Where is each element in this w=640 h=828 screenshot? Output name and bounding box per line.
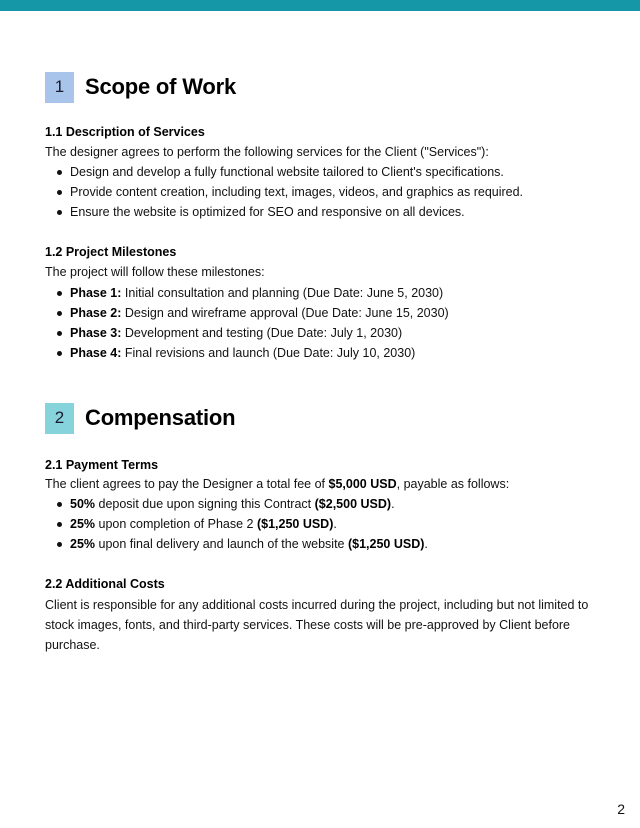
section-1-title: Scope of Work [85, 74, 237, 99]
payment-percent: 25% [70, 537, 96, 551]
bullet-dot [57, 311, 62, 316]
list-item [56, 343, 449, 363]
section-1-number: 1 [54, 77, 65, 96]
list-item [56, 283, 449, 303]
bullet-dot [57, 542, 62, 547]
payment-text: upon final delivery and launch of the website [95, 537, 348, 551]
payment-end: . [333, 517, 337, 531]
list-item [56, 323, 449, 343]
bullet-dot [57, 351, 62, 356]
milestone-text: Final revisions and launch (Due Date: July 10, 2030) [121, 346, 416, 360]
services-list [56, 162, 523, 222]
payment-intro [45, 477, 509, 491]
service-text: Provide content creation, including text, images, videos, and graphics as required. [70, 185, 524, 199]
payment-text: upon completion of Phase 2 [95, 517, 257, 531]
section-2-number-badge [45, 403, 74, 434]
subheading-additional-costs: 2.2 Additional Costs [45, 577, 165, 591]
payment-percent: 25% [70, 517, 96, 531]
payment-end: . [391, 497, 395, 511]
milestone-label: Phase 1: [70, 286, 122, 300]
milestone-label: Phase 2: [70, 306, 122, 320]
list-item [56, 514, 428, 534]
section-2-number: 2 [54, 408, 65, 427]
milestone-label: Phase 4: [70, 346, 122, 360]
subheading-project-milestones: 1.2 Project Milestones [45, 245, 177, 259]
list-item [56, 202, 523, 222]
payment-percent: 50% [70, 497, 96, 511]
list-item [56, 494, 428, 514]
list-item [56, 182, 523, 202]
milestones-intro: The project will follow these milestones: [45, 265, 265, 279]
section-1-header [45, 71, 236, 103]
bullet-dot [57, 170, 62, 175]
bullet-dot [57, 190, 62, 195]
services-intro: The designer agrees to perform the following services for the Client ("Services"): [45, 145, 489, 159]
milestone-text: Design and wireframe approval (Due Date: June 15, 2030) [121, 306, 449, 320]
milestone-text: Development and testing (Due Date: July 1, 2030) [121, 326, 403, 340]
payment-intro-end: , payable as follows: [396, 477, 510, 491]
payment-amount: ($1,250 USD) [347, 537, 425, 551]
top-accent-bar [0, 0, 640, 11]
bullet-dot [57, 502, 62, 507]
list-item [56, 534, 428, 554]
milestone-label: Phase 3: [70, 326, 122, 340]
bullet-dot [57, 522, 62, 527]
payment-end: . [424, 537, 428, 551]
milestones-list [56, 283, 449, 363]
milestone-text: Initial consultation and planning (Due Date: June 5, 2030) [121, 286, 444, 300]
payment-amount: ($1,250 USD) [256, 517, 334, 531]
additional-costs-body: Client is responsible for any additional costs incurred during the project, including but not limited to stock images, fonts, and third-party services. These costs will be pre-approved by Client before purchase. [45, 598, 589, 652]
total-fee: $5,000 USD [328, 477, 397, 491]
section-2-title: Compensation [85, 405, 236, 430]
page-number: 2 [617, 801, 625, 817]
payment-text: deposit due upon signing this Contract [95, 497, 315, 511]
section-1-number-badge [45, 72, 74, 103]
list-item [56, 303, 449, 323]
service-text: Design and develop a fully functional website tailored to Client's specifications. [70, 165, 504, 179]
payment-amount: ($2,500 USD) [314, 497, 392, 511]
bullet-dot [57, 210, 62, 215]
bullet-dot [57, 291, 62, 296]
service-text: Ensure the website is optimized for SEO and responsive on all devices. [70, 205, 465, 219]
subheading-payment-terms: 2.1 Payment Terms [45, 458, 159, 472]
section-2-header [45, 402, 235, 434]
payments-list [56, 494, 428, 554]
payment-intro-text: The client agrees to pay the Designer a total fee of [45, 477, 329, 491]
subheading-description-of-services: 1.1 Description of Services [45, 125, 205, 139]
bullet-dot [57, 331, 62, 336]
list-item [56, 162, 523, 182]
